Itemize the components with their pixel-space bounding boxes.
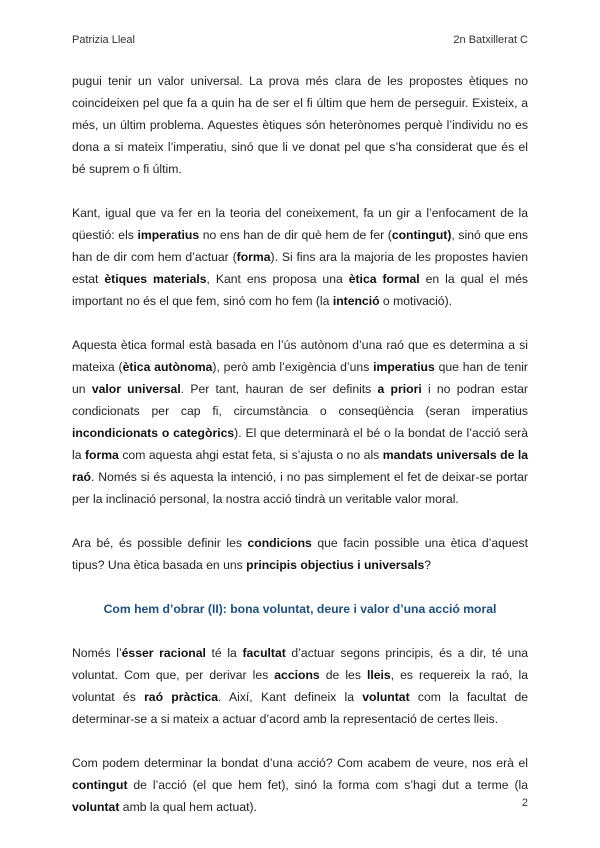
paragraph-4: [72, 532, 528, 576]
paragraph-text: pugui tenir un valor universal. La prova més clara de les propostes ètiques no coincideixen pel que fa a quin ha de ser el fi últim que hem de perseguir. Existeix, a més, un últim problema. Aquestes ètiques són heterònomes perquè l’individu no es dona a si mateix l’imperatiu, sinó que li ve donat pel que s’ha considerat que és el bé suprem o fi últim.: [72, 74, 528, 176]
text-run: ). Si fins ara la majoria de les propostes havien estat: [72, 250, 529, 286]
section-heading: Com hem d’obrar (II): bona voluntat, deure i valor d’una acció moral: [103, 602, 497, 616]
text-run: , Kant ens proposa una: [206, 272, 349, 286]
text-run: ), però amb l’exigència d’uns: [212, 360, 374, 374]
bold-term: imperatius: [373, 360, 435, 374]
text-run: amb la qual hem actuat).: [119, 800, 257, 814]
bold-term: condicions: [247, 536, 312, 550]
bold-term: mandats universals de la raó: [72, 448, 528, 484]
text-run: en la qual el més important no és el que fem, sinó com ho fem (la: [72, 272, 528, 308]
paragraph-5: [72, 642, 528, 730]
bold-term: valor universal: [91, 382, 181, 396]
text-run: Aquesta ètica formal està basada en l’ús autònom d’una raó que es determina a si mateixa (: [72, 338, 528, 374]
page-number: 2: [521, 797, 528, 809]
bold-term: voluntat: [72, 800, 120, 814]
text-run: Només l’: [72, 646, 122, 660]
text-run: que facin possible una ètica d’aquest tipus? Una ètica basada en uns: [72, 536, 528, 572]
document-body: [72, 70, 528, 840]
text-run: Kant, igual que va fer en la teoria del coneixement, fa un gir a l’enfocament de la qüestió: els: [72, 206, 528, 242]
text-run: de l’acció (el que hem fet), sinó la forma com s’hagi dut a terme (la: [127, 778, 528, 792]
text-run: Com podem determinar la bondat d’una acció? Com acabem de veure, nos erà el: [72, 756, 528, 770]
paragraph-3: [72, 334, 528, 510]
text-run: . Només si és aquesta la intenció, i no pas simplement el fet de deixar-se portar per la inclinació personal, la nostra acció tindrà un veritable valor moral.: [72, 470, 528, 506]
bold-term: ètiques materials: [104, 272, 207, 286]
bold-term: contingut: [72, 778, 128, 792]
text-run: o motivació).: [379, 294, 453, 308]
bold-term: forma: [236, 250, 271, 264]
text-run: i no podran estar condicionats per cap fi, circumstància o conseqüència (seran imperatius: [72, 382, 528, 418]
text-run: , es requereix la raó, la voluntat és: [72, 668, 528, 704]
paragraph-1: [72, 70, 528, 180]
text-run: ). El que determinarà el bé o la bondat de l’acció serà la: [72, 426, 528, 462]
text-run: té la: [205, 646, 243, 660]
bold-term: intenció: [332, 294, 380, 308]
header-course: 2n Batxillerat C: [453, 34, 528, 46]
text-run: , sinó que ens han de dir com hem d’actuar (: [72, 228, 528, 264]
bold-term: principis objectius i universals: [246, 558, 425, 572]
bold-term: voluntat: [362, 690, 410, 704]
text-run: com aquesta ahgi estat feta, si s’ajusta o no als: [118, 448, 383, 462]
bold-term: ètica formal: [348, 272, 420, 286]
text-run: . Així, Kant defineix la: [218, 690, 363, 704]
bold-term: contingut): [391, 228, 452, 242]
header-author: Patrizia Lleal: [72, 34, 135, 46]
bold-term: facultat: [242, 646, 286, 660]
text-run: que han de tenir un: [72, 360, 528, 396]
text-run: no ens han de dir què hem de fer (: [199, 228, 392, 242]
bold-term: incondicionats o categòrics: [72, 426, 235, 440]
text-run: . Per tant, hauran de ser definits: [180, 382, 378, 396]
text-run: ?: [424, 558, 432, 572]
bold-term: lleis: [366, 668, 391, 682]
bold-term: forma: [84, 448, 119, 462]
paragraph-6: [72, 752, 528, 818]
text-run: de les: [319, 668, 367, 682]
bold-term: imperatius: [137, 228, 200, 242]
paragraph-2: [72, 202, 528, 312]
text-run: Ara bé, és possible definir les: [72, 536, 248, 550]
text-run: d’actuar segons principis, és a dir, té una voluntat. Com que, per derivar les: [72, 646, 529, 682]
text-run: com la facultat de determinar-se a si mateix a actuar d’acord amb la representació de certes lleis.: [72, 690, 528, 726]
bold-term: raó pràctica: [144, 690, 219, 704]
bold-term: accions: [274, 668, 320, 682]
bold-term: a priori: [377, 382, 422, 396]
bold-term: ètica autònoma: [122, 360, 213, 374]
bold-term: ésser racional: [121, 646, 206, 660]
